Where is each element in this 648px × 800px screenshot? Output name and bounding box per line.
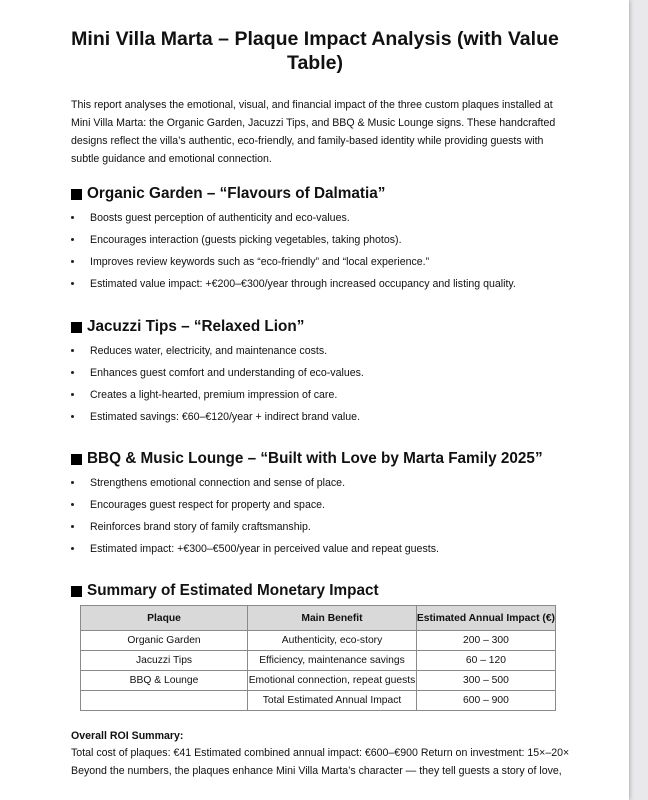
section-heading [71,185,611,203]
list-item-text: Encourages guest respect for property and space. [90,499,325,511]
list-item [71,542,611,564]
table-cell: Emotional connection, repeat guests [248,671,417,691]
list-item-text: Estimated savings: €60–€120/year + indirect brand value. [90,411,361,423]
bullet-dot-icon [71,415,74,418]
table-cell: BBQ & Lounge [81,671,248,691]
column-header-main-benefit: Main Benefit [248,606,417,631]
table-row [81,671,556,691]
table-row-total [81,691,556,711]
section-organic-garden [71,185,611,299]
section-jacuzzi-tips [71,318,611,432]
intro-paragraph: This report analyses the emotional, visual, and financial impact of the three custom plaques installed at Mini Villa Marta: the Organic Garden, Jacuzzi Tips, and BBQ & Music Lounge signs. These handcrafted designs reflect the villa’s authentic, eco-friendly, and family-based identity while providing guests with subtle guidance and emotional connection. [71,99,556,165]
document-title: Mini Villa Marta – Plaque Impact Analysis (with Value Table) [71,28,559,74]
bullet-dot-icon [71,238,74,241]
table-cell: Organic Garden [81,631,248,651]
bullet-dot-icon [71,481,74,484]
list-item-text: Strengthens emotional connection and sense of place. [90,477,346,489]
table-cell: 200 – 300 [416,631,555,651]
list-item [71,520,611,542]
bullet-dot-icon [71,260,74,263]
roi-summary-line: Total cost of plaques: €41 Estimated combined annual impact: €600–€900 Return on investment: 15×–20× [71,747,570,759]
section-heading-text: Jacuzzi Tips – “Relaxed Lion” [87,318,305,335]
section-heading [71,450,611,468]
list-item-text: Boosts guest perception of authenticity and eco-values. [90,212,350,224]
list-item-text: Estimated value impact: +€200–€300/year through increased occupancy and listing quality. [90,278,516,290]
section-heading-text: Summary of Estimated Monetary Impact [87,582,379,599]
section-heading-text: Organic Garden – “Flavours of Dalmatia” [87,185,386,202]
table-cell: Authenticity, eco-story [248,631,417,651]
roi-summary-line: Beyond the numbers, the plaques enhance Mini Villa Marta’s character — they tell guests a story of love, [71,765,562,777]
bullet-dot-icon [71,525,74,528]
bullet-list [71,344,611,432]
bullet-dot-icon [71,371,74,374]
table-cell: 60 – 120 [416,651,555,671]
bullet-dot-icon [71,393,74,396]
bullet-list [71,211,611,299]
table-cell: Efficiency, maintenance savings [248,651,417,671]
table-row [81,631,556,651]
bullet-dot-icon [71,547,74,550]
bullet-dot-icon [71,282,74,285]
section-heading [71,582,611,600]
list-item [71,498,611,520]
section-heading-text: BBQ & Music Lounge – “Built with Love by Marta Family 2025” [87,450,543,467]
list-item-text: Creates a light-hearted, premium impression of care. [90,389,338,401]
list-item [71,476,611,498]
list-item [71,233,611,255]
list-item [71,277,611,299]
table-cell [81,691,248,711]
column-header-annual-impact: Estimated Annual Impact (€) [416,606,555,631]
section-summary [71,582,611,600]
list-item-text: Estimated impact: +€300–€500/year in perceived value and repeat guests. [90,543,439,555]
table-cell: 600 – 900 [416,691,555,711]
list-item [71,344,611,366]
square-bullet-icon [71,454,82,465]
table-header-row [81,606,556,631]
bullet-dot-icon [71,216,74,219]
roi-summary-label: Overall ROI Summary: [71,730,184,742]
section-bbq-music-lounge [71,450,611,564]
square-bullet-icon [71,189,82,200]
square-bullet-icon [71,586,82,597]
summary-table [80,605,556,711]
bullet-list [71,476,611,564]
square-bullet-icon [71,322,82,333]
table-cell: 300 – 500 [416,671,555,691]
table-cell: Total Estimated Annual Impact [248,691,417,711]
column-header-plaque: Plaque [81,606,248,631]
list-item [71,388,611,410]
section-heading [71,318,611,336]
list-item [71,211,611,233]
table-cell: Jacuzzi Tips [81,651,248,671]
bullet-dot-icon [71,349,74,352]
list-item [71,255,611,277]
table-row [81,651,556,671]
list-item-text: Reduces water, electricity, and maintenance costs. [90,345,328,357]
list-item-text: Reinforces brand story of family craftsmanship. [90,521,311,533]
bullet-dot-icon [71,503,74,506]
list-item [71,366,611,388]
list-item-text: Encourages interaction (guests picking vegetables, taking photos). [90,234,402,246]
list-item-text: Improves review keywords such as “eco-friendly” and “local experience.” [90,256,430,268]
list-item [71,410,611,432]
list-item-text: Enhances guest comfort and understanding of eco-values. [90,367,364,379]
